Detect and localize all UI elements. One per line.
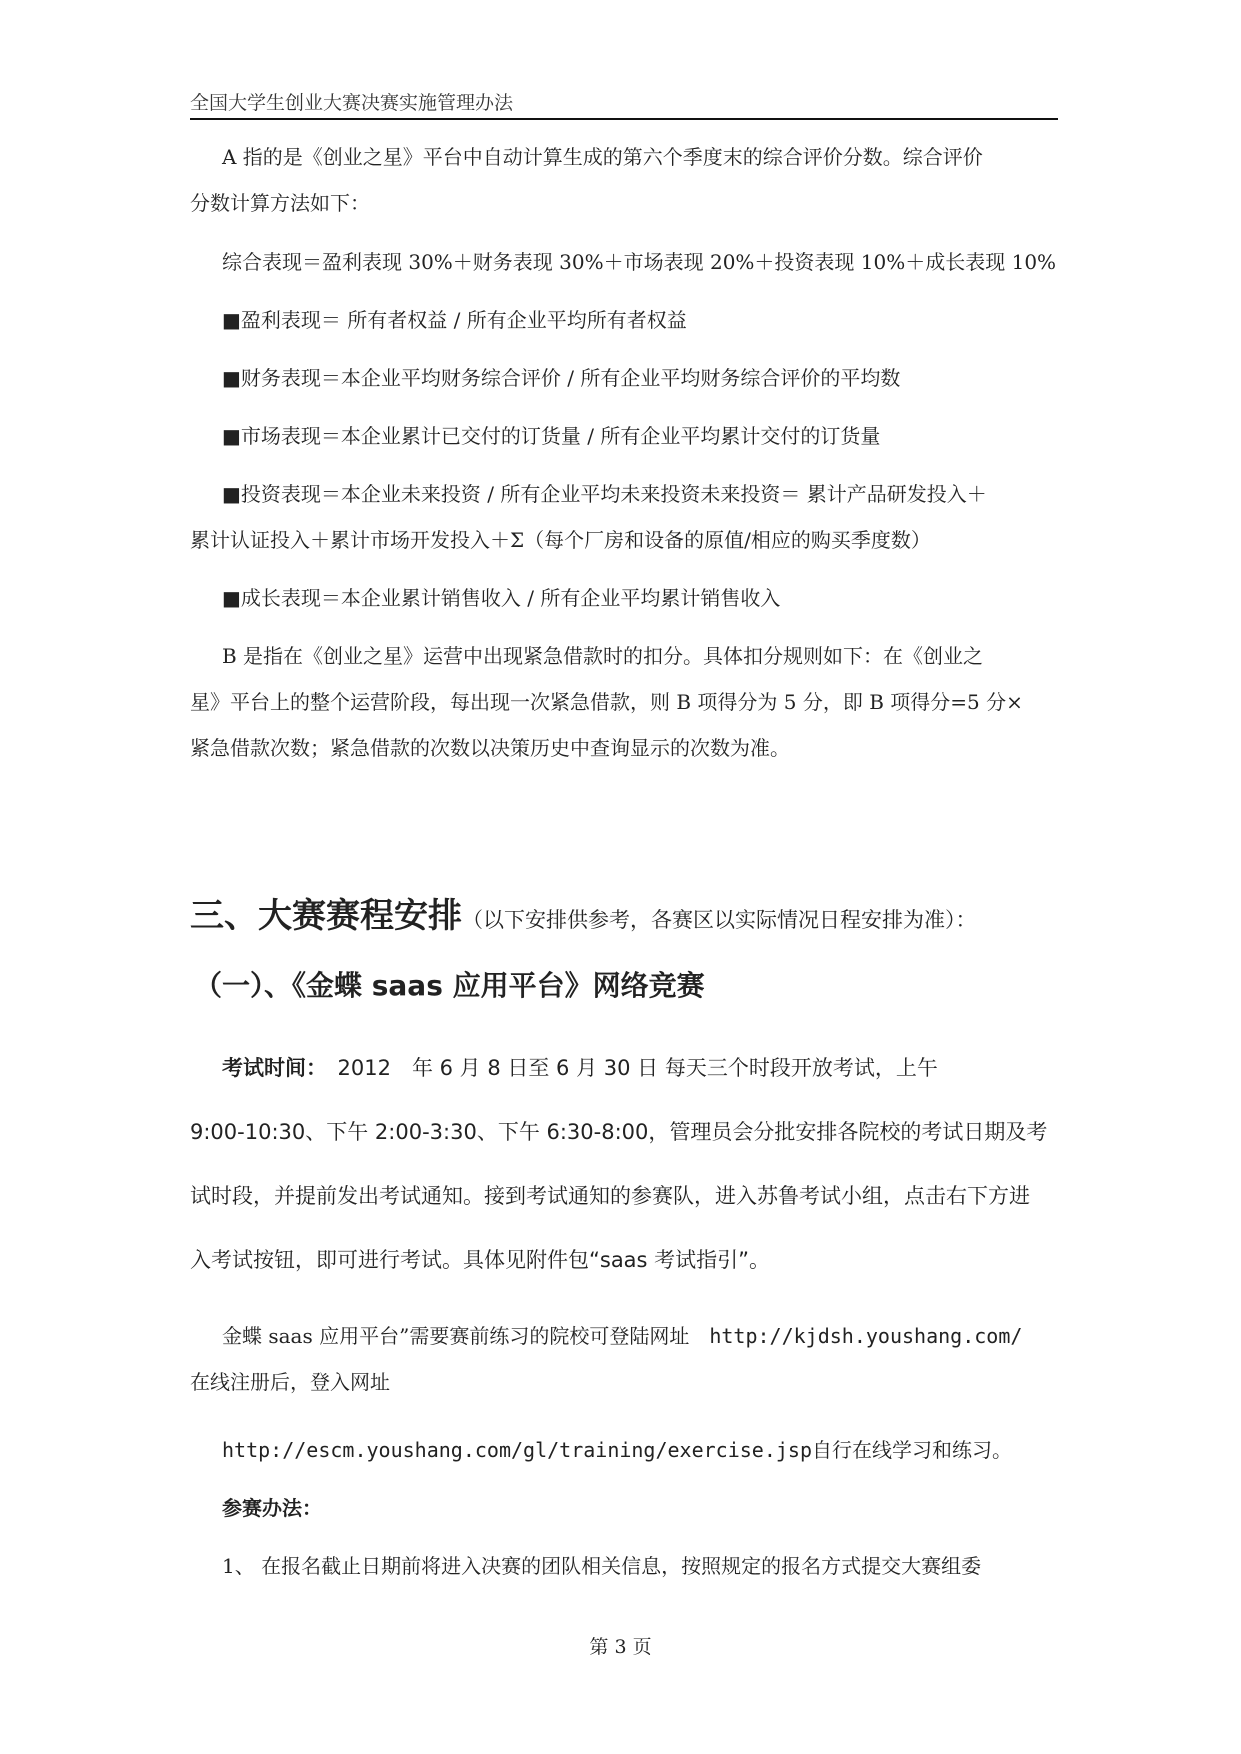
item-invest-line-1: ■投资表现＝本企业未来投资 / 所有企业平均未来投资未来投资＝ 累计产品研发投入＋ — [222, 482, 987, 506]
exam-line-1-text: 2012 年 6 月 8 日至 6 月 30 日 每天三个时段开放考试，上午 — [316, 1056, 938, 1080]
formula-overall: 综合表现＝盈利表现 30%＋财务表现 30%＋市场表现 20%＋投资表现 10%＋成长表现 10% — [222, 250, 1057, 274]
exam-line-1 — [222, 1053, 1090, 1083]
item-finance: ■财务表现＝本企业平均财务综合评价 / 所有企业平均财务综合评价的平均数 — [222, 366, 901, 390]
header-title: 全国大学生创业大赛决赛实施管理办法 — [190, 92, 514, 114]
section-title: 三、大赛赛程安排 — [190, 896, 462, 936]
section-heading — [190, 888, 977, 937]
practice-url-exercise[interactable]: http://escm.youshang.com/gl/training/exercise.jsp — [222, 1438, 813, 1462]
practice-line-2: 在线注册后，登入网址 — [190, 1370, 390, 1394]
exam-line-2: 9:00-10:30、下午 2:00-3:30、下午 6:30-8:00，管理员会分批安排各院校的考试日期及考 — [190, 1120, 1048, 1144]
section-note: （以下安排供参考，各赛区以实际情况日程安排为准）： — [462, 908, 977, 932]
page-number: 第 3 页 — [589, 1636, 652, 1658]
item-invest-line-2: 累计认证投入＋累计市场开发投入＋Σ（每个厂房和设备的原值/相应的购买季度数） — [190, 528, 931, 552]
method-item-1: 1、 在报名截止日期前将进入决赛的团队相关信息，按照规定的报名方式提交大赛组委 — [222, 1554, 982, 1578]
method-label: 参赛办法： — [222, 1496, 322, 1520]
paragraph-b-definition-line-3: 紧急借款次数；紧急借款的次数以决策历史中查询显示的次数为准。 — [190, 736, 790, 760]
item-growth: ■成长表现＝本企业累计销售收入 / 所有企业平均累计销售收入 — [222, 586, 781, 610]
item-market: ■市场表现＝本企业累计已交付的订货量 / 所有企业平均累计交付的订货量 — [222, 424, 881, 448]
item-profit: ■盈利表现＝ 所有者权益 / 所有企业平均所有者权益 — [222, 308, 687, 332]
practice-url-register[interactable]: http://kjdsh.youshang.com/ — [709, 1324, 1023, 1348]
paragraph-a-definition-line-2: 分数计算方法如下： — [190, 191, 370, 215]
practice-line-1-text: 金蝶 saas 应用平台”需要赛前练习的院校可登陆网址 — [222, 1324, 710, 1348]
paragraph-a-definition-line-1: A 指的是《创业之星》平台中自动计算生成的第六个季度末的综合评价分数。综合评价 — [222, 145, 983, 169]
exam-line-3: 试时段，并提前发出考试通知。接到考试通知的参赛队，进入苏鲁考试小组，点击右下方进 — [190, 1184, 1030, 1208]
paragraph-b-definition-line-1: B 是指在《创业之星》运营中出现紧急借款时的扣分。具体扣分规则如下：在《创业之 — [222, 644, 984, 668]
exam-label: 考试时间： — [222, 1056, 317, 1080]
practice-line-3-text: 自行在线学习和练习。 — [812, 1438, 1013, 1462]
exam-line-4: 入考试按钮，即可进行考试。具体见附件包“saas 考试指引”。 — [190, 1248, 771, 1272]
practice-line-3 — [222, 1435, 1090, 1465]
practice-line-1 — [222, 1321, 1090, 1351]
page-header — [190, 86, 1058, 120]
subsection-title: （一）、《金蝶 saas 应用平台》网络竞赛 — [194, 969, 705, 1002]
paragraph-b-definition-line-2: 星》平台上的整个运营阶段，每出现一次紧急借款，则 B 项得分为 5 分，即 B 项得分=5 分× — [190, 690, 1023, 714]
